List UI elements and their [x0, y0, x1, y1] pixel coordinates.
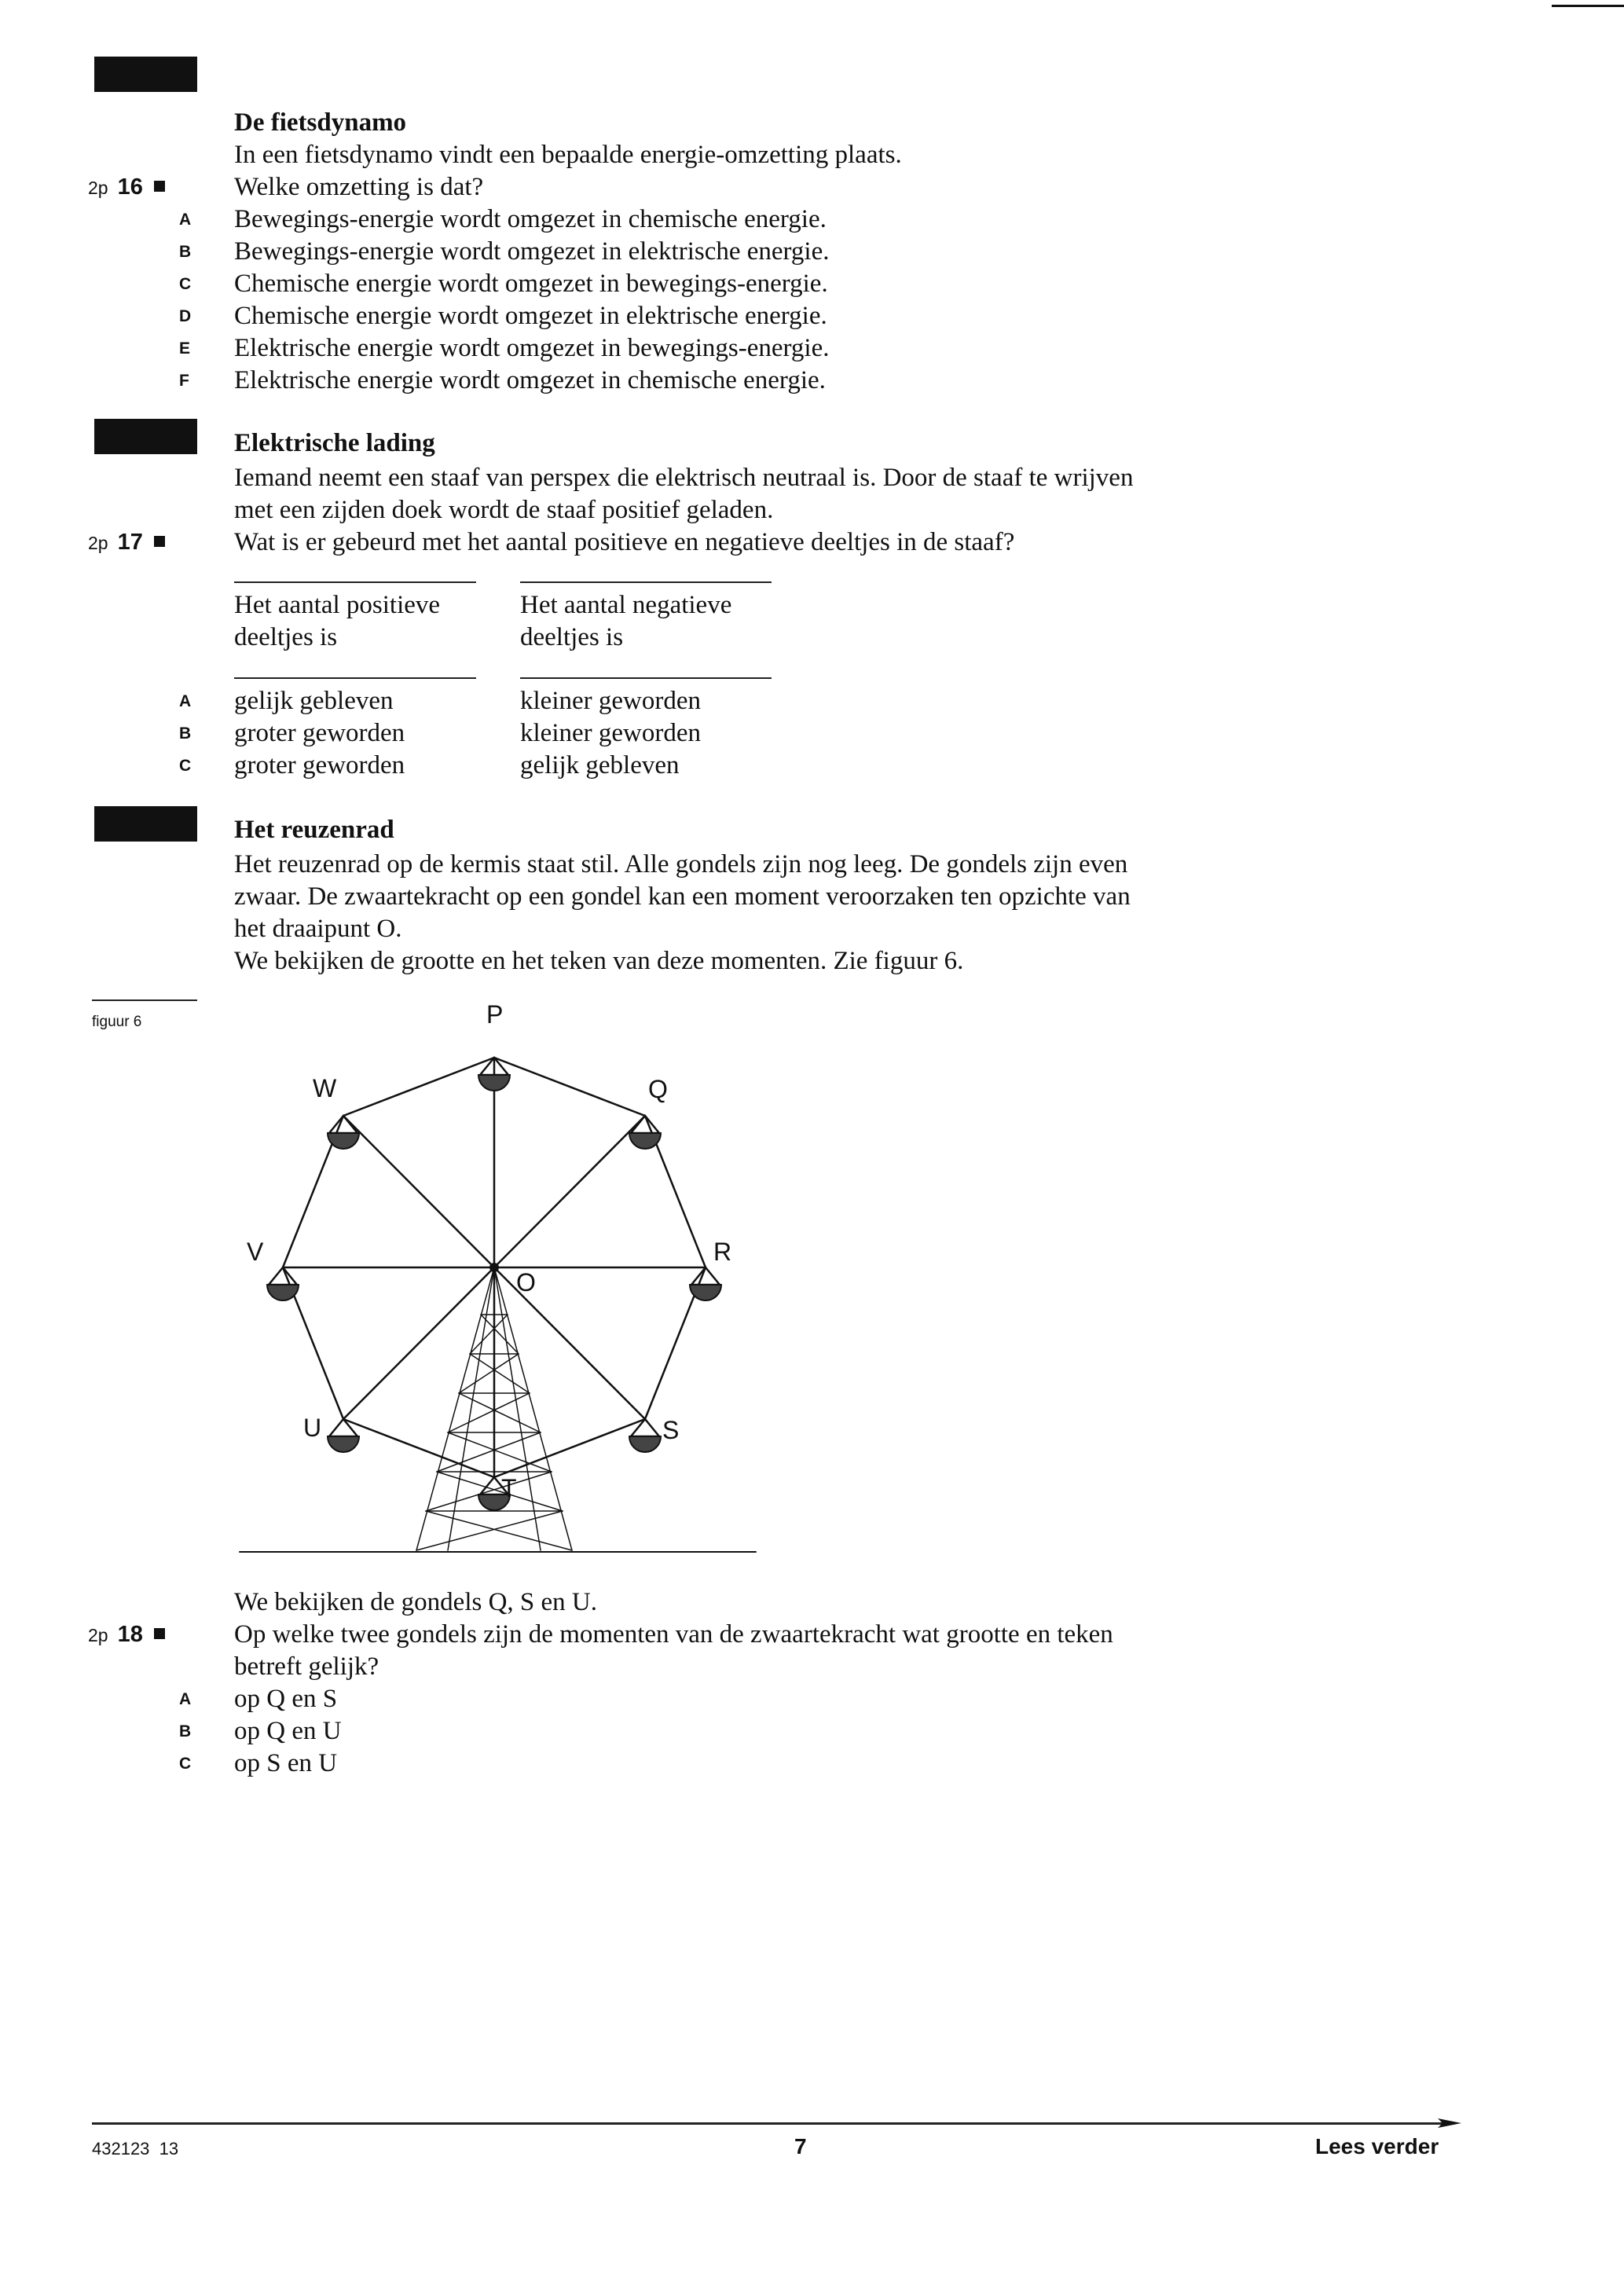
table-cell-col2: kleiner geworden — [520, 687, 701, 715]
section-intro-line-4: We bekijken de grootte en het teken van deze momenten. Zie figuur 6. — [234, 947, 964, 975]
option-letter: C — [179, 275, 192, 293]
option-text: Elektrische energie wordt omgezet in chemische energie. — [234, 366, 826, 394]
option-text: Chemische energie wordt omgezet in bewegings-energie. — [234, 270, 828, 298]
section-marker-1 — [94, 57, 197, 92]
gondola-v — [267, 1267, 299, 1300]
option-text: op Q en U — [234, 1717, 342, 1745]
option-letter: C — [179, 1755, 192, 1773]
footer-rule — [92, 2122, 1451, 2125]
section-intro-line-3: het draaipunt O. — [234, 915, 402, 943]
label-w: W — [313, 1074, 337, 1102]
table-cell-col1: groter geworden — [234, 751, 405, 779]
section-intro-line-1: Het reuzenrad op de kermis staat stil. Alle gondels zijn nog leeg. De gondels zijn even — [234, 850, 1128, 878]
option-letter: A — [179, 211, 192, 229]
label-s: S — [662, 1416, 680, 1444]
option-letter: B — [179, 724, 192, 743]
option-letter: E — [179, 339, 191, 358]
figure-label: figuur 6 — [92, 1014, 142, 1030]
corner-mark — [1552, 5, 1624, 7]
question-number: 17 — [117, 530, 143, 555]
question-square-icon — [154, 1628, 165, 1639]
question-number-17 — [88, 526, 165, 559]
gondola-r — [690, 1267, 721, 1300]
question-text-line-2: betreft gelijk? — [234, 1652, 379, 1681]
option-text: op S en U — [234, 1749, 338, 1777]
question-number: 18 — [117, 1622, 143, 1647]
table-header-col1-line2: deeltjes is — [234, 623, 338, 651]
option-text: Bewegings-energie wordt omgezet in chemische energie. — [234, 205, 827, 233]
section-intro: In een fietsdynamo vindt een bepaalde energie-omzetting plaats. — [234, 141, 902, 169]
section-intro-line-2: zwaar. De zwaartekracht op een gondel kan een moment veroorzaken ten opzichte van — [234, 882, 1131, 911]
label-r: R — [713, 1238, 732, 1266]
option-letter: F — [179, 372, 189, 390]
section-title-elektrische-lading: Elektrische lading — [234, 429, 435, 457]
section-title-fietsdynamo: De fietsdynamo — [234, 108, 407, 137]
question-text-line-1: Op welke twee gondels zijn de momenten van de zwaartekracht wat grootte en teken — [234, 1620, 1113, 1649]
question-text: Wat is er gebeurd met het aantal positieve en negatieve deeltjes in de staaf? — [234, 528, 1015, 556]
gondola-q — [629, 1116, 661, 1149]
label-o: O — [516, 1268, 536, 1297]
section-marker-2 — [94, 419, 197, 454]
footer-code: 432123 13 — [92, 2139, 179, 2158]
section-marker-3 — [94, 806, 197, 842]
question-points: 2p — [88, 1625, 108, 1645]
spoke-q — [494, 1116, 645, 1267]
option-text: Elektrische energie wordt omgezet in bewegings-energie. — [234, 334, 830, 362]
section-intro-line-2: met een zijden doek wordt de staaf positief geladen. — [234, 496, 774, 524]
figure-rule — [92, 999, 197, 1001]
question-points: 2p — [88, 178, 108, 198]
question-points: 2p — [88, 533, 108, 553]
question-text: Welke omzetting is dat? — [234, 173, 484, 201]
question-square-icon — [154, 181, 165, 192]
pivot-point — [489, 1263, 499, 1272]
table-cell-col2: kleiner geworden — [520, 719, 701, 747]
section-intro-line-1: Iemand neemt een staaf van perspex die elektrisch neutraal is. Door de staaf te wrijven — [234, 464, 1134, 492]
table-cell-col2: gelijk gebleven — [520, 751, 680, 779]
table-header-col2-line1: Het aantal negatieve — [520, 591, 732, 619]
option-letter: B — [179, 243, 192, 261]
label-u: U — [303, 1414, 322, 1442]
table-top-rule-1 — [234, 581, 476, 583]
ferris-wheel-figure — [228, 996, 770, 1562]
label-t: T — [501, 1474, 517, 1502]
option-text: op Q en S — [234, 1685, 338, 1713]
spoke-w — [343, 1116, 494, 1267]
option-letter: D — [179, 307, 192, 325]
question-square-icon — [154, 536, 165, 547]
option-letter: A — [179, 692, 192, 710]
question-number-16 — [88, 171, 165, 204]
gondola-w — [328, 1116, 359, 1149]
table-top-rule-2 — [520, 581, 772, 583]
option-text: Chemische energie wordt omgezet in elektrische energie. — [234, 302, 827, 330]
table-header-col2-line2: deeltjes is — [520, 623, 624, 651]
footer-page-number: 7 — [794, 2134, 807, 2158]
table-mid-rule-2 — [520, 677, 772, 679]
label-p: P — [486, 1000, 504, 1029]
after-figure-text: We bekijken de gondels Q, S en U. — [234, 1588, 597, 1616]
arrow-right-icon — [1438, 2114, 1461, 2132]
lees-verder-link[interactable]: Lees verder — [1315, 2134, 1439, 2158]
table-cell-col1: gelijk gebleven — [234, 687, 394, 715]
label-v: V — [247, 1238, 264, 1266]
label-q: Q — [648, 1075, 668, 1103]
spoke-u — [343, 1267, 494, 1419]
table-cell-col1: groter geworden — [234, 719, 405, 747]
section-title-het-reuzenrad: Het reuzenrad — [234, 816, 394, 844]
option-letter: A — [179, 1690, 192, 1708]
option-letter: B — [179, 1722, 192, 1740]
table-header-col1-line1: Het aantal positieve — [234, 591, 441, 619]
question-number: 16 — [117, 174, 143, 200]
question-number-18 — [88, 1619, 165, 1652]
table-mid-rule-1 — [234, 677, 476, 679]
option-letter: C — [179, 757, 192, 775]
option-text: Bewegings-energie wordt omgezet in elektrische energie. — [234, 237, 830, 266]
